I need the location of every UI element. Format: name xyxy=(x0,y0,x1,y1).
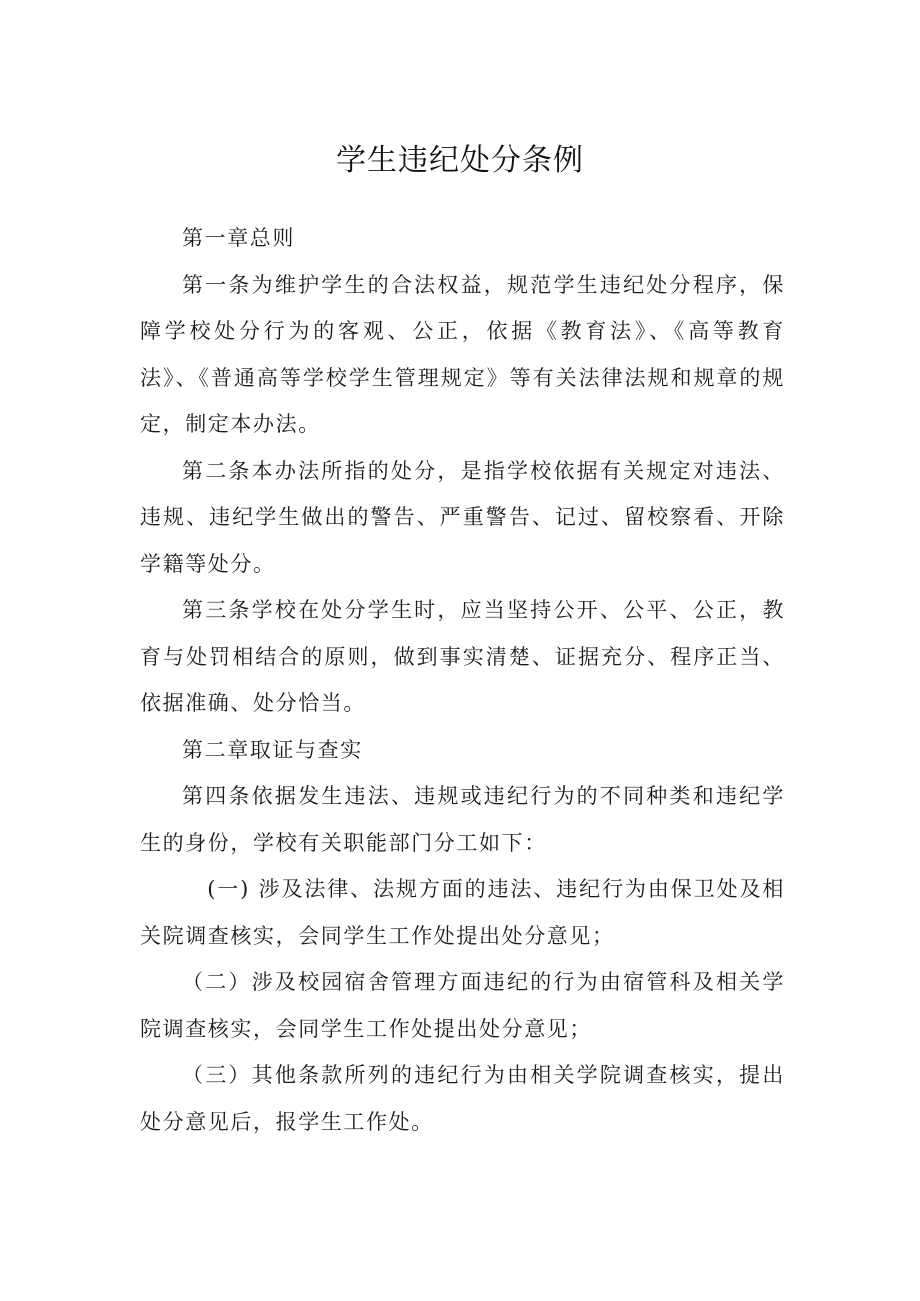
list-item: （二）涉及校园宿舍管理方面违纪的行为由宿管科及相关学院调查核实，会同学生工作处提出处分意见； xyxy=(140,970,785,1041)
article-paragraph: 第二条本办法所指的处分，是指学校依据有关规定对违法、违规、违纪学生做出的警告、严重警告、记过、留校察看、开除学籍等处分。 xyxy=(140,458,785,576)
list-item: (一) 涉及法律、法规方面的违法、违纪行为由保卫处及相关院调查核实，会同学生工作处提出处分意见； xyxy=(140,877,785,948)
article-paragraph: 第三条学校在处分学生时，应当坚持公开、公平、公正，教育与处罚相结合的原则，做到事实清楚、证据充分、程序正当、依据准确、处分恰当。 xyxy=(140,598,785,715)
chapter-heading: 第二章取证与查实 xyxy=(182,737,363,762)
list-item: （三）其他条款所列的违纪行为由相关学院调查核实，提出处分意见后，报学生工作处。 xyxy=(140,1063,785,1134)
article-paragraph: 第四条依据发生违法、违规或违纪行为的不同种类和违纪学生的身份，学校有关职能部门分工如下： xyxy=(140,784,785,855)
article-paragraph: 第一条为维护学生的合法权益，规范学生违纪处分程序，保障学校处分行为的客观、公正，依据《教育法》、《高等教育法》、《普通高等学校学生管理规定》等有关法律法规和规章的规定，制定本办法。 xyxy=(140,272,785,436)
document-body xyxy=(140,215,785,1145)
chapter-heading: 第一章总则 xyxy=(182,226,295,250)
document-title: 学生违纪处分条例 xyxy=(336,143,584,178)
